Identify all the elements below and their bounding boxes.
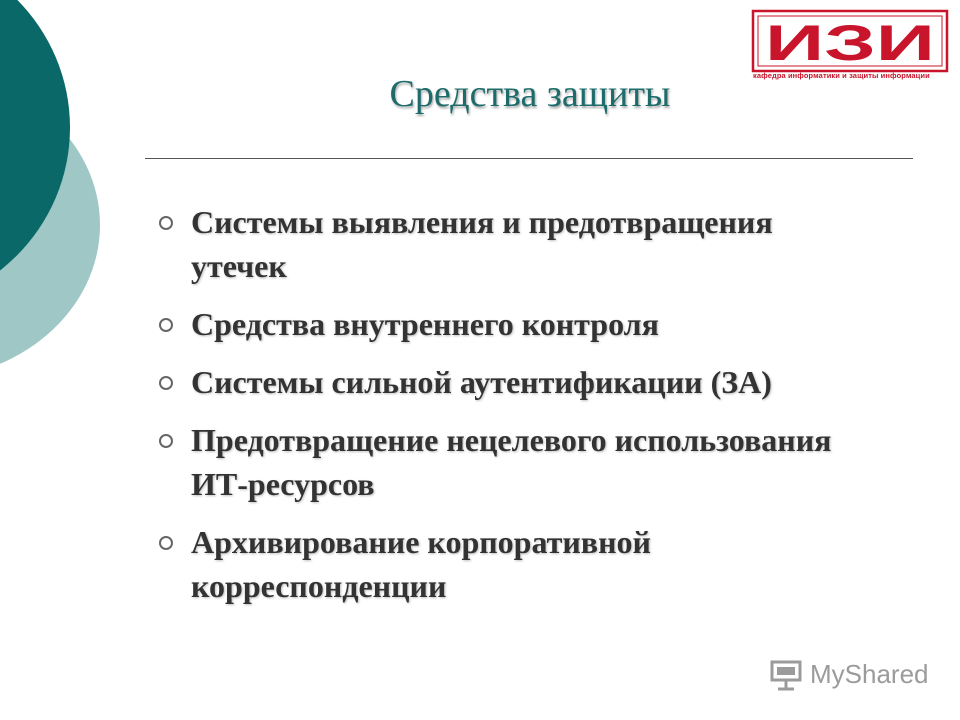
bullet-item: [155, 302, 875, 346]
bullet-item: [155, 418, 875, 506]
bullet-text: Средства внутреннего контроля: [191, 306, 659, 342]
circle-bullet-icon: [159, 434, 173, 448]
bullet-item: [155, 360, 875, 404]
presentation-board-icon: [768, 656, 804, 692]
slide-title: Средства защиты: [389, 73, 671, 115]
bullet-item: [155, 520, 875, 608]
logo-caption: кафедра информатики и защиты информации: [753, 71, 930, 80]
bullet-text: Архивирование корпоративной корреспонденции: [191, 524, 651, 604]
circle-bullet-icon: [159, 216, 173, 230]
bullet-text: Системы сильной аутентификации (ЗА): [191, 364, 772, 400]
circle-bullet-icon: [159, 536, 173, 550]
bullet-text: Системы выявления и предотвращения утечек: [191, 204, 773, 284]
bullet-item: [155, 200, 875, 288]
watermark-text: MyShared: [810, 658, 929, 689]
bullet-list: [155, 200, 875, 622]
title-divider: [145, 158, 913, 159]
circle-bullet-icon: [159, 318, 173, 332]
bullet-text: Предотвращение нецелевого использования ИТ-ресурсов: [191, 422, 832, 502]
circle-bullet-icon: [159, 376, 173, 390]
myshared-watermark[interactable]: [768, 656, 929, 692]
logo-text: ИЗИ: [765, 15, 935, 71]
